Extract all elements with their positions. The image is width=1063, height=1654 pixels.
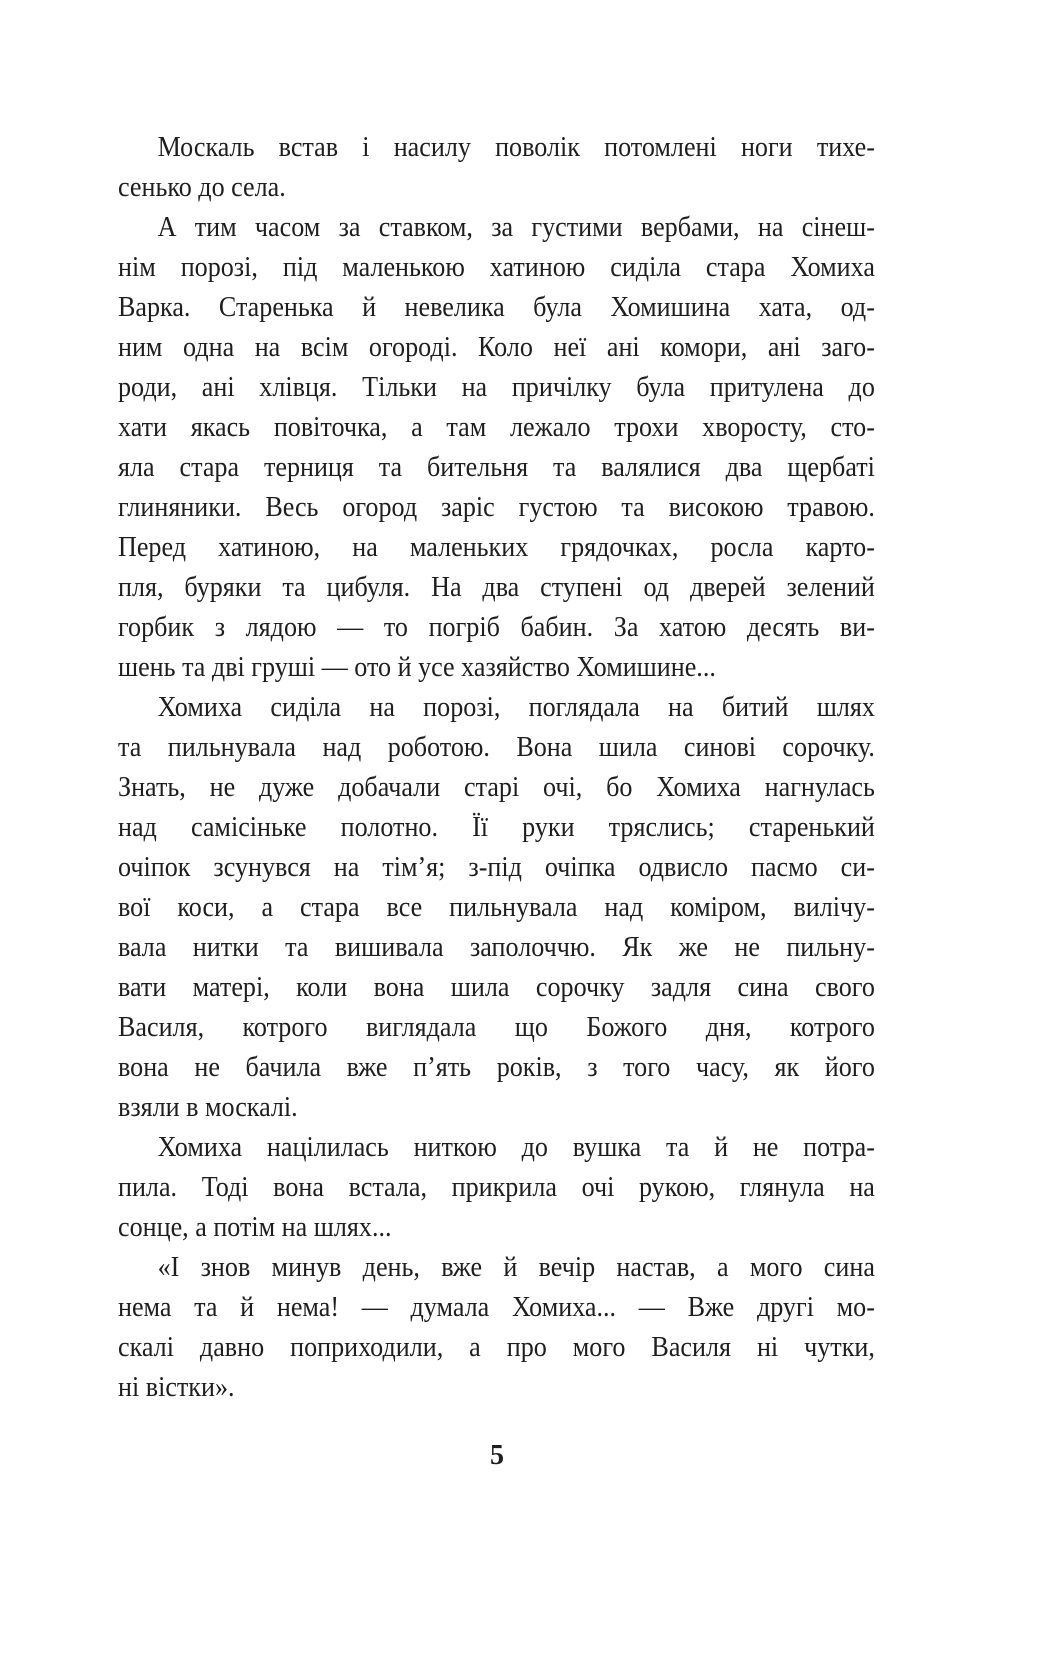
text-line: Варка. Старенька й невелика була Хомишина хата, од- (118, 291, 875, 323)
text-line: нім порозі, під маленькою хатиною сиділа стара Хомиха (118, 251, 875, 283)
text-line: вої коси, а стара все пильнувала над коміром, вилічу- (118, 891, 875, 923)
text-line: та пильнувала над роботою. Вона шила синові сорочку. (118, 731, 875, 763)
text-line: нема та й нема! — думала Хомиха... — Вже другі мо- (118, 1291, 875, 1323)
body-text (118, 127, 875, 1407)
text-line: яла стара терниця та бительня та валялися два щербаті (118, 451, 875, 483)
text-line: Хомиха сиділа на порозі, поглядала на битий шлях (157, 691, 875, 723)
text-line: глиняники. Весь огород заріс густою та високою травою. (118, 491, 875, 523)
text-line: скалі давно поприходили, а про мого Василя ні чутки, (118, 1331, 875, 1363)
text-line: сонце, а потім на шлях... (118, 1211, 392, 1243)
paragraph (118, 127, 875, 207)
paragraph (118, 207, 875, 687)
text-line: хати якась повіточка, а там лежало трохи хворосту, сто- (118, 411, 875, 443)
text-line: Москаль встав і насилу поволік потомлені ноги тихе- (157, 131, 875, 163)
text-line: вала нитки та вишивала заполоччю. Як же не пильну- (118, 931, 875, 963)
text-line: Знать, не дуже добачали старі очі, бо Хомиха нагнулась (118, 771, 875, 803)
text-line: «І знов минув день, вже й вечір настав, а мого сина (157, 1251, 875, 1283)
text-line: Василя, котрого виглядала що Божого дня, котрого (118, 1011, 875, 1043)
text-line: ні вістки». (118, 1371, 235, 1403)
text-line: Хомиха націлилась ниткою до вушка та й не потра- (157, 1131, 875, 1163)
text-line: горбик з лядою — то погріб бабин. За хатою десять ви- (118, 611, 875, 643)
paragraph (118, 687, 875, 1127)
paragraph (118, 1247, 875, 1407)
text-line: вона не бачила вже п’ять років, з того часу, як його (118, 1051, 875, 1083)
text-line: вати матері, коли вона шила сорочку задля сина свого (118, 971, 875, 1003)
text-line: А тим часом за ставком, за густими вербами, на сінеш- (157, 211, 875, 243)
text-line: взяли в москалі. (118, 1091, 298, 1123)
paragraph (118, 1127, 875, 1247)
text-line: очіпок зсунувся на тім’я; з-під очіпка одвисло пасмо си- (118, 851, 875, 883)
text-line: пля, буряки та цибуля. На два ступені од дверей зелений (118, 571, 875, 603)
text-line: роди, ані хлівця. Тільки на причілку була притулена до (118, 371, 875, 403)
text-line: над самісіньке полотно. Її руки тряслись; старенький (118, 811, 875, 843)
text-line: Перед хатиною, на маленьких грядочках, росла карто- (118, 531, 875, 563)
text-line: шень та дві груші — ото й усе хазяйство Хомишине... (118, 651, 716, 683)
page-number: 5 (490, 1440, 504, 1471)
text-line: ним одна на всім огороді. Коло неї ані комори, ані заго- (118, 331, 875, 363)
text-line: пила. Тоді вона встала, прикрила очі рукою, глянула на (118, 1171, 875, 1203)
text-line: сенько до села. (118, 171, 286, 203)
